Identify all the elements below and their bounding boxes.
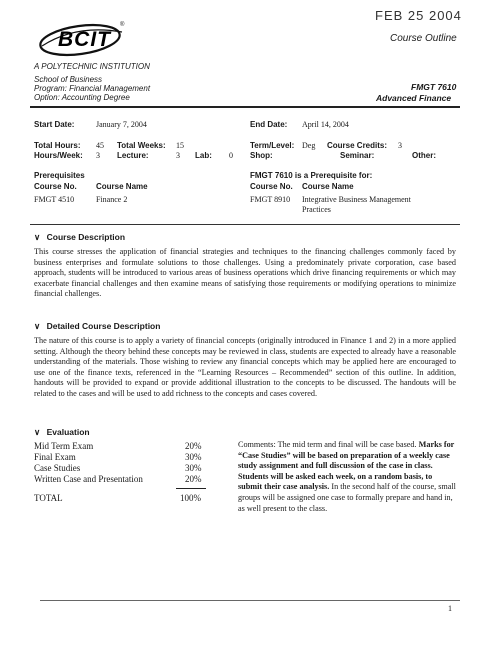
evaluation-title: Evaluation [46,427,90,437]
shop-label: Shop: [250,151,273,160]
page-number: 1 [448,604,452,613]
is-prereq-course-no: FMGT 8910 [250,195,291,204]
lecture-label: Lecture: [117,151,149,160]
chevron-down-icon: ∨ [34,232,41,242]
is-prereq-col-course-name: Course Name [302,182,354,191]
hours-week-value: 3 [96,151,100,160]
comments-tail: In the second half of the course, small groups will be assigned one case to formally prepare and hand in, as well present to the class. [238,482,456,513]
other-label: Other: [412,151,436,160]
lab-value: 0 [229,151,233,160]
eval-item-pct: 20% [185,441,202,451]
credits-label: Course Credits: [327,141,388,150]
course-description-heading [34,232,125,243]
detailed-description-heading [34,321,160,332]
evaluation-comments [238,440,456,514]
course-code: FMGT 7610 [411,82,457,92]
document-type: Course Outline [390,33,457,44]
logo-mark: ® [120,22,125,28]
course-description-text: This course stresses the application of financial strategies and techniques to the financing challenges commonly faced by business enterprises and formulate solutions to those challenges. Using a predominately private corporation, case based approach, students will be introduced to various areas of business operations which drive financing requirements or which may exacerbate financial challenges and then examine means of satisfying those requirements or modifying operations to minimize financial challenges. [34,247,456,299]
prereq-col-course-no: Course No. [34,182,77,191]
section-divider-1 [30,224,460,225]
comments-intro: Comments: The mid term and final will be case based. [238,440,417,449]
eval-total-label: TOTAL [34,493,63,503]
institution-subtitle: A POLYTECHNIC INSTITUTION [34,62,150,71]
term-label: Term/Level: [250,141,295,150]
eval-item-label: Mid Term Exam [34,441,94,451]
option-name: Option: Accounting Degree [34,93,130,102]
detailed-description-title: Detailed Course Description [46,321,161,331]
eval-total-pct: 100% [180,493,201,503]
seminar-label: Seminar: [340,151,375,160]
prereq-heading: Prerequisites [34,171,85,180]
footer-divider [40,600,460,601]
course-description-title: Course Description [46,232,126,242]
prereq-col-course-name: Course Name [96,182,148,191]
eval-item-pct: 30% [185,452,202,462]
end-date-value: April 14, 2004 [302,120,349,129]
header-divider [30,106,460,108]
chevron-down-icon: ∨ [34,427,41,437]
chevron-down-icon: ∨ [34,321,41,331]
hours-week-label: Hours/Week: [34,151,83,160]
comments-bold: Marks for “Case Studies” will be based on preparation of a weekly case study assignment and full discussion of the case in class. Students will be asked each week, on a random basis, to submit their case analysis. [238,440,455,492]
program-name: Program: Financial Management [34,84,151,93]
prereq-course-name: Finance 2 [96,195,128,204]
lab-label: Lab: [195,151,212,160]
is-prereq-col-course-no: Course No. [250,182,293,191]
eval-item-label: Written Case and Presentation [34,474,143,484]
detailed-description-text: The nature of this course is to apply a variety of financial concepts (originally introduced in Finance 1 and 2) in a more applied setting. Although the theory behind these concepts may be reviewed in class, students are expected to already have a reasonable understanding of the materials. Those wishing to review any financial concepts which may be applied here are encouraged to use one of the finance texts, referenced in the “Learning Resources – Recommended” section of this outline. In addition, handouts will be provided to expand or provide additional illustration to the concepts to be discussed. The handouts will be related to the cases and will be used to add richness to the concepts and cases covered. [34,336,456,398]
term-value: Deg [302,141,316,150]
start-date-label: Start Date: [34,120,75,129]
eval-item-pct: 20% [185,474,202,484]
total-weeks-value: 15 [176,141,184,150]
eval-item-pct: 30% [185,463,202,473]
start-date-value: January 7, 2004 [96,120,147,129]
bcit-logo [36,22,128,58]
date-stamp: FEB 25 2004 [375,8,462,23]
credits-value: 3 [398,141,402,150]
is-prereq-course-name-line-2: Practices [302,205,331,214]
evaluation-heading [34,427,90,438]
end-date-label: End Date: [250,120,288,129]
prereq-course-no: FMGT 4510 [34,195,75,204]
eval-item-label: Final Exam [34,452,76,462]
eval-item-label: Case Studies [34,463,81,473]
course-title: Advanced Finance [376,93,452,103]
total-hours-label: Total Hours: [34,141,81,150]
eval-total-rule [176,488,206,489]
lecture-value: 3 [176,151,180,160]
school-name: School of Business [34,75,103,84]
logo-text: BCIT [58,28,111,51]
total-hours-value: 45 [96,141,104,150]
is-prereq-heading: FMGT 7610 is a Prerequisite for: [250,171,373,180]
is-prereq-course-name-line-1: Integrative Business Management [302,195,411,204]
total-weeks-label: Total Weeks: [117,141,166,150]
